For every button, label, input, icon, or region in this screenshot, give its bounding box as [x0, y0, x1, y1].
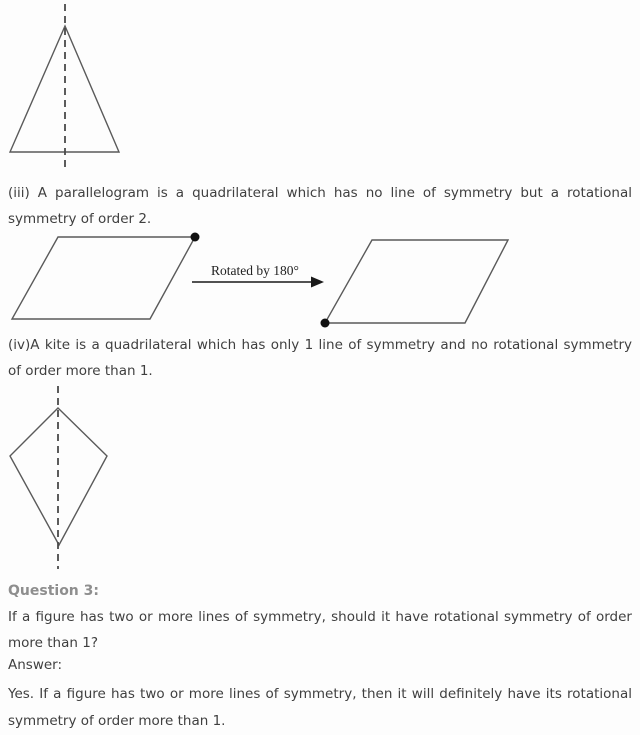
- question-3-text: If a figure has two or more lines of symmetry, should it have rotational symmetry of order more than 1?: [8, 609, 632, 651]
- triangle-symmetry-figure: [8, 0, 148, 176]
- answer-label: Answer:: [8, 657, 63, 673]
- rotation-label: Rotated by 180°: [211, 263, 299, 278]
- parallelogram-left-corner-dot: [191, 233, 200, 242]
- paragraph-iii-parallelogram: (iii) A parallelogram is a quadrilateral which has no line of symmetry but a rotational symmetry of order 2.: [8, 185, 632, 227]
- question-3-heading: Question 3:: [8, 583, 99, 599]
- rotation-arrow-head-icon: [311, 277, 324, 288]
- answer-text: Yes. If a figure has two or more lines of symmetry, then it will definitely have its rotational symmetry of order more than 1.: [8, 686, 632, 729]
- parallelogram-right-outline: [325, 240, 508, 323]
- parallelogram-rotation-figure: [8, 232, 632, 330]
- parallelogram-right-corner-dot: [321, 319, 330, 328]
- parallelogram-left-outline: [12, 237, 195, 319]
- kite-symmetry-figure: [8, 384, 148, 572]
- paragraph-iv-kite: (iv)A kite is a quadrilateral which has only 1 line of symmetry and no rotational symmetry of order more than 1.: [8, 337, 632, 379]
